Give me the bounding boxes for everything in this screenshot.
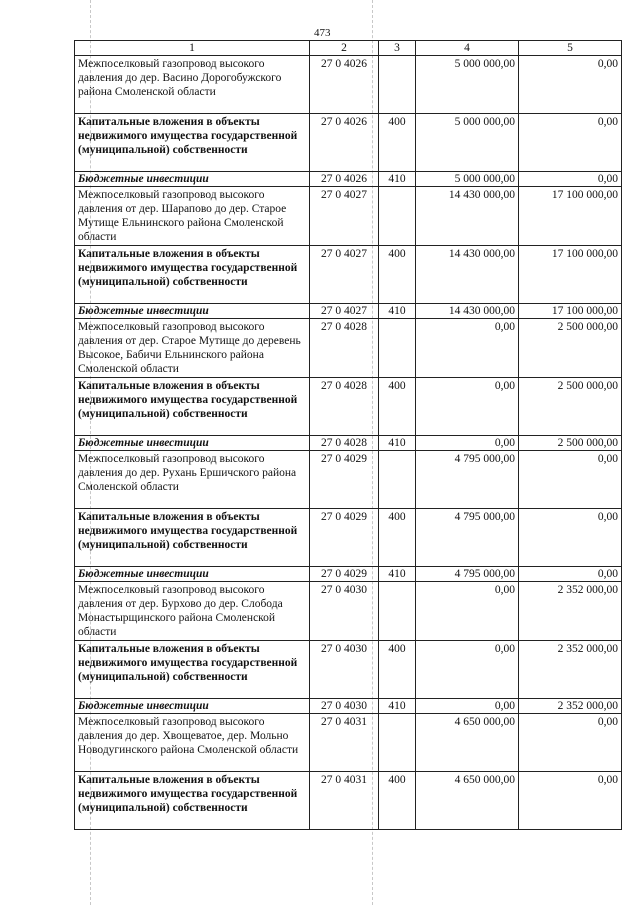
- row-sum-year-1: 0,00: [416, 641, 519, 699]
- row-expense-type: [379, 714, 416, 772]
- row-code: 27 0 4029: [310, 509, 379, 567]
- row-sum-year-2: 2 500 000,00: [519, 319, 622, 378]
- table-row: [75, 304, 622, 319]
- row-sum-year-1: 0,00: [416, 699, 519, 714]
- row-name: Капитальные вложения в объекты недвижимого имущества государственной (муниципальной) собственности: [75, 114, 310, 172]
- table-row: [75, 187, 622, 246]
- table-row: [75, 582, 622, 641]
- row-code: 27 0 4029: [310, 567, 379, 582]
- row-name: Капитальные вложения в объекты недвижимого имущества государственной (муниципальной) собственности: [75, 772, 310, 830]
- row-sum-year-2: 2 352 000,00: [519, 641, 622, 699]
- row-expense-type: 400: [379, 114, 416, 172]
- row-sum-year-2: 0,00: [519, 714, 622, 772]
- row-sum-year-2: 0,00: [519, 567, 622, 582]
- row-code: 27 0 4027: [310, 187, 379, 246]
- row-name: Межпоселковый газопровод высокого давления до дер. Васино Дорогобужского района Смоленской области: [75, 56, 310, 114]
- table-row: [75, 172, 622, 187]
- table-row: [75, 699, 622, 714]
- row-expense-type: 400: [379, 641, 416, 699]
- row-code: 27 0 4026: [310, 172, 379, 187]
- row-sum-year-2: 17 100 000,00: [519, 304, 622, 319]
- row-name: Капитальные вложения в объекты недвижимого имущества государственной (муниципальной) собственности: [75, 246, 310, 304]
- row-name: Межпоселковый газопровод высокого давления до дер. Хвощеватое, дер. Мольно Новодугинского района Смоленской области: [75, 714, 310, 772]
- table-header-row: [75, 41, 622, 56]
- table-row: [75, 641, 622, 699]
- row-expense-type: [379, 319, 416, 378]
- table-row: [75, 378, 622, 436]
- table-row: [75, 319, 622, 378]
- row-expense-type: 410: [379, 699, 416, 714]
- row-code: 27 0 4026: [310, 56, 379, 114]
- table-row: [75, 714, 622, 772]
- row-name: Капитальные вложения в объекты недвижимого имущества государственной (муниципальной) собственности: [75, 641, 310, 699]
- row-sum-year-1: 0,00: [416, 319, 519, 378]
- header-col-3: 3: [379, 41, 416, 56]
- row-sum-year-1: 14 430 000,00: [416, 187, 519, 246]
- row-sum-year-2: 0,00: [519, 56, 622, 114]
- row-sum-year-2: 0,00: [519, 114, 622, 172]
- row-sum-year-1: 14 430 000,00: [416, 304, 519, 319]
- row-name: Бюджетные инвестиции: [75, 304, 310, 319]
- row-expense-type: 400: [379, 246, 416, 304]
- row-name: Капитальные вложения в объекты недвижимого имущества государственной (муниципальной) собственности: [75, 509, 310, 567]
- row-name: Бюджетные инвестиции: [75, 436, 310, 451]
- budget-table: [74, 40, 622, 830]
- table-row: [75, 436, 622, 451]
- table-row: [75, 451, 622, 509]
- row-sum-year-1: 5 000 000,00: [416, 114, 519, 172]
- row-code: 27 0 4028: [310, 436, 379, 451]
- row-code: 27 0 4031: [310, 714, 379, 772]
- row-expense-type: 400: [379, 509, 416, 567]
- row-sum-year-1: 5 000 000,00: [416, 56, 519, 114]
- header-col-5: 5: [519, 41, 622, 56]
- table-row: [75, 114, 622, 172]
- row-expense-type: [379, 582, 416, 641]
- row-code: 27 0 4030: [310, 641, 379, 699]
- row-code: 27 0 4028: [310, 319, 379, 378]
- row-sum-year-1: 0,00: [416, 378, 519, 436]
- table-row: [75, 509, 622, 567]
- row-sum-year-2: 0,00: [519, 451, 622, 509]
- row-name: Межпоселковый газопровод высокого давления от дер. Шарапово до дер. Старое Мутище Ельнинского района Смоленской области: [75, 187, 310, 246]
- row-sum-year-2: 0,00: [519, 172, 622, 187]
- row-name: Бюджетные инвестиции: [75, 699, 310, 714]
- row-code: 27 0 4028: [310, 378, 379, 436]
- row-expense-type: [379, 451, 416, 509]
- row-code: 27 0 4027: [310, 304, 379, 319]
- row-code: 27 0 4029: [310, 451, 379, 509]
- row-sum-year-2: 17 100 000,00: [519, 246, 622, 304]
- header-col-2: 2: [310, 41, 379, 56]
- row-expense-type: 410: [379, 304, 416, 319]
- row-sum-year-2: 0,00: [519, 772, 622, 830]
- row-code: 27 0 4027: [310, 246, 379, 304]
- table-row: [75, 567, 622, 582]
- row-sum-year-2: 17 100 000,00: [519, 187, 622, 246]
- row-expense-type: [379, 187, 416, 246]
- row-sum-year-2: 2 352 000,00: [519, 582, 622, 641]
- row-sum-year-1: 4 795 000,00: [416, 567, 519, 582]
- row-expense-type: 410: [379, 567, 416, 582]
- row-name: Капитальные вложения в объекты недвижимого имущества государственной (муниципальной) собственности: [75, 378, 310, 436]
- row-expense-type: 410: [379, 436, 416, 451]
- row-sum-year-2: 0,00: [519, 509, 622, 567]
- row-sum-year-1: 0,00: [416, 436, 519, 451]
- row-code: 27 0 4030: [310, 699, 379, 714]
- row-name: Бюджетные инвестиции: [75, 567, 310, 582]
- page-number: 473: [314, 27, 331, 39]
- row-expense-type: [379, 56, 416, 114]
- row-sum-year-1: 4 650 000,00: [416, 714, 519, 772]
- row-sum-year-2: 2 500 000,00: [519, 436, 622, 451]
- row-sum-year-2: 2 352 000,00: [519, 699, 622, 714]
- row-name: Бюджетные инвестиции: [75, 172, 310, 187]
- table-row: [75, 56, 622, 114]
- row-sum-year-1: 4 795 000,00: [416, 451, 519, 509]
- row-sum-year-1: 5 000 000,00: [416, 172, 519, 187]
- table-row: [75, 772, 622, 830]
- row-name: Межпоселковый газопровод высокого давления до дер. Рухань Ершичского района Смоленской области: [75, 451, 310, 509]
- header-col-1: 1: [75, 41, 310, 56]
- header-col-4: 4: [416, 41, 519, 56]
- row-sum-year-1: 0,00: [416, 582, 519, 641]
- row-expense-type: 410: [379, 172, 416, 187]
- row-expense-type: 400: [379, 378, 416, 436]
- row-sum-year-1: 14 430 000,00: [416, 246, 519, 304]
- row-sum-year-1: 4 795 000,00: [416, 509, 519, 567]
- row-sum-year-1: 4 650 000,00: [416, 772, 519, 830]
- table-row: [75, 246, 622, 304]
- row-name: Межпоселковый газопровод высокого давления от дер. Старое Мутище до деревень Высокое, Бабичи Ельнинского района Смоленской области: [75, 319, 310, 378]
- row-code: 27 0 4031: [310, 772, 379, 830]
- row-code: 27 0 4026: [310, 114, 379, 172]
- row-sum-year-2: 2 500 000,00: [519, 378, 622, 436]
- row-code: 27 0 4030: [310, 582, 379, 641]
- row-expense-type: 400: [379, 772, 416, 830]
- row-name: Межпоселковый газопровод высокого давления от дер. Бурхово до дер. Слобода Монастырщинского района Смоленской области: [75, 582, 310, 641]
